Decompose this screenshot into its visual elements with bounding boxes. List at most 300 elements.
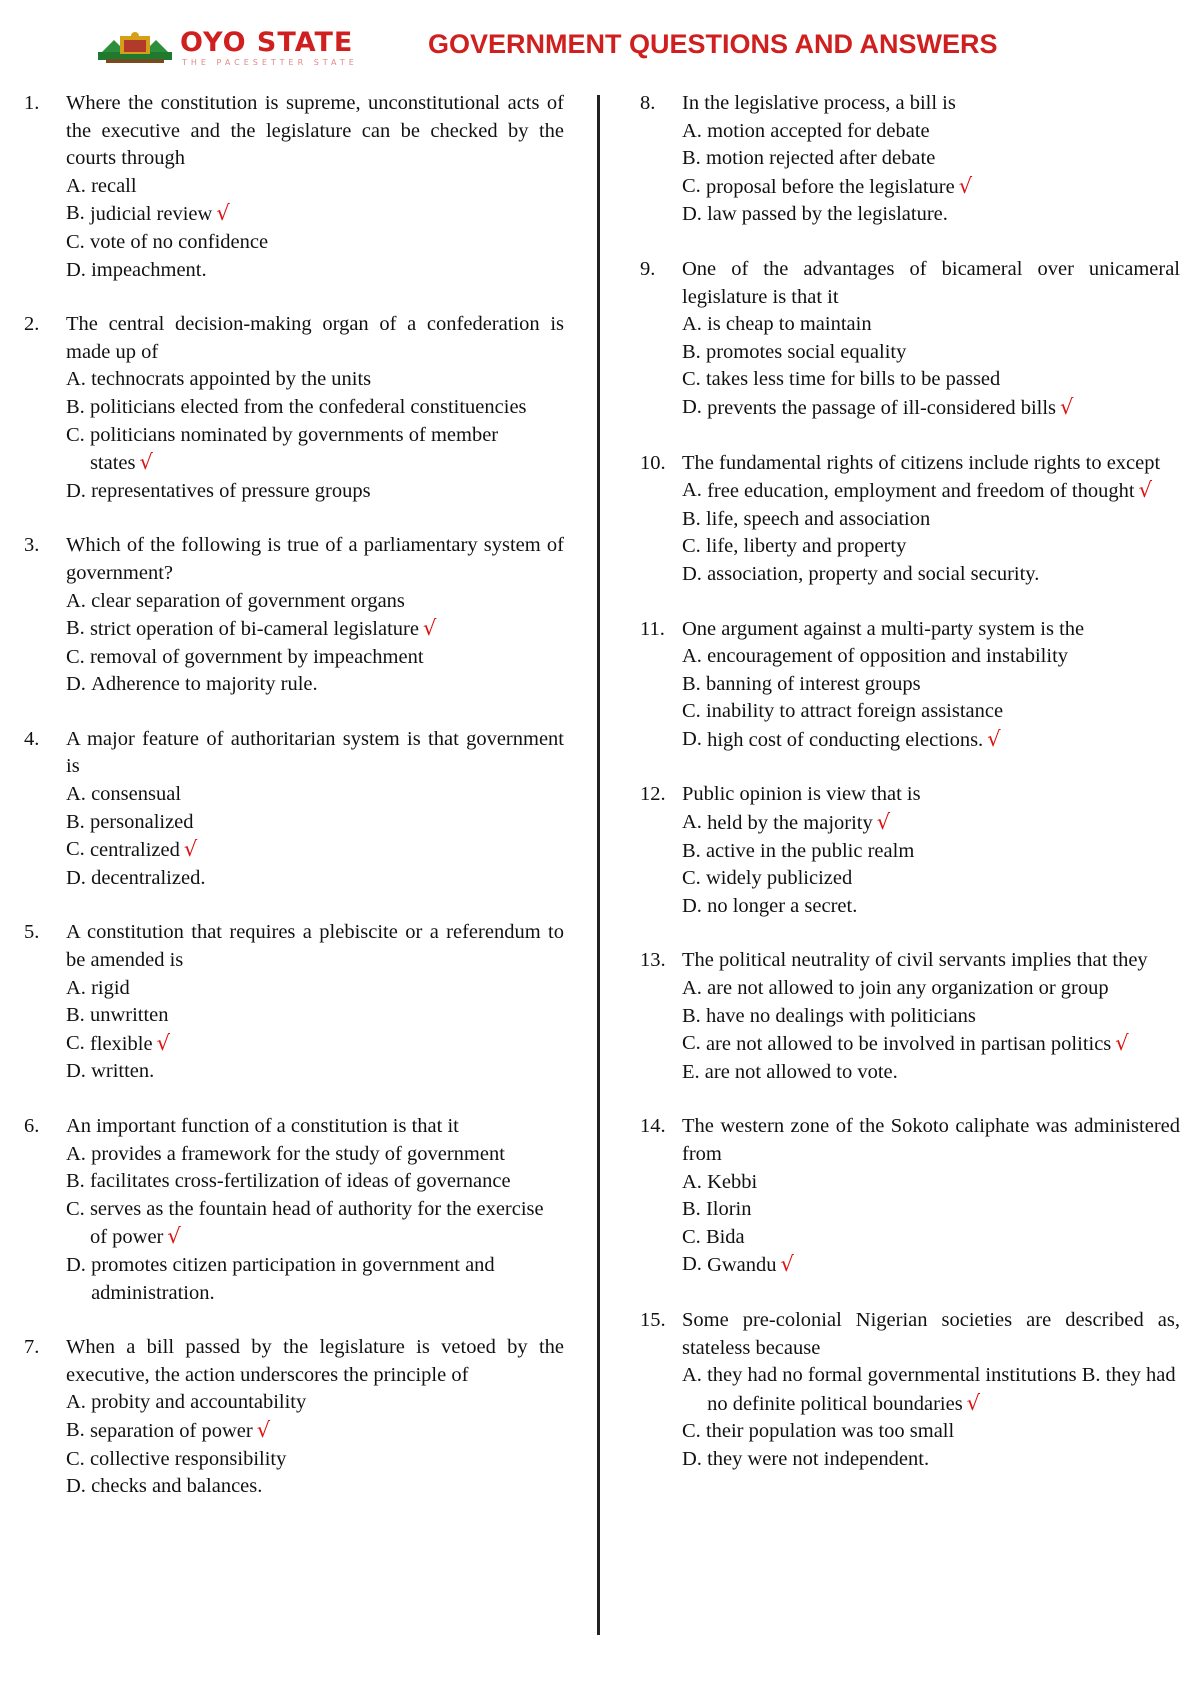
answer-option-row (682, 1003, 1180, 1031)
option-letter: A. (682, 1364, 708, 1387)
option-letter: B. (682, 839, 706, 862)
answer-option (24, 644, 564, 672)
option-text (91, 865, 564, 893)
answer-option-row (66, 588, 564, 616)
option-letter: C. (682, 535, 706, 558)
answer-option-row (66, 975, 564, 1003)
question-header (24, 919, 564, 974)
option-text (90, 615, 564, 644)
answer-option-row (682, 893, 1180, 921)
option-label: are not allowed to vote. (704, 1060, 898, 1083)
answer-option-row (66, 809, 564, 837)
answer-option (24, 422, 564, 478)
option-text (91, 478, 564, 506)
answer-option-row (66, 836, 564, 865)
question-text: Public opinion is view that is (682, 783, 921, 806)
answer-option (24, 1168, 564, 1196)
question-number: 12. (640, 783, 666, 806)
option-label: politicians elected from the confederal constituencies (89, 395, 527, 418)
option-label: vote of no confidence (89, 230, 269, 253)
answer-option (640, 1169, 1180, 1197)
option-letter: C. (66, 838, 90, 861)
option-letter: A. (682, 119, 708, 142)
option-letter: B. (682, 340, 706, 363)
option-text (90, 1030, 564, 1059)
answer-option-row (682, 173, 1180, 202)
option-letter: D. (66, 1475, 92, 1498)
answer-option (24, 173, 564, 201)
answer-option (24, 671, 564, 699)
option-label: are not allowed to be involved in partisan politics (705, 1033, 1112, 1056)
option-text (91, 781, 564, 809)
option-letter: C. (66, 1031, 90, 1054)
question-number: 5. (24, 921, 40, 944)
option-text (706, 1003, 1180, 1031)
answer-option-row (66, 781, 564, 809)
question-header (640, 947, 1180, 975)
option-label: judicial review (89, 203, 213, 226)
correct-answer-tick-icon: √ (1115, 1031, 1129, 1056)
question-number: 9. (640, 257, 656, 280)
option-text (91, 257, 564, 285)
option-text (90, 229, 564, 257)
correct-answer-tick-icon: √ (966, 1390, 981, 1415)
answer-option-row (682, 339, 1180, 367)
option-letter: B. (66, 1170, 90, 1193)
answer-option (24, 809, 564, 837)
option-label: they had no formal governmental institutions B. they had no definite political boundaries (707, 1364, 1176, 1415)
option-letter: B. (682, 1198, 706, 1221)
question-header (640, 1307, 1180, 1362)
answer-option-row (682, 838, 1180, 866)
option-letter: A. (66, 1142, 92, 1165)
question-text: The political neutrality of civil servants implies that they (682, 949, 1148, 972)
option-letter: C. (66, 645, 90, 668)
option-text (90, 1417, 564, 1446)
question-number: 14. (640, 1115, 666, 1138)
option-label: collective responsibility (89, 1447, 287, 1470)
option-label: is cheap to maintain (707, 313, 872, 336)
answer-option (24, 366, 564, 394)
answer-option (640, 1251, 1180, 1280)
option-label: technocrats appointed by the units (91, 368, 372, 391)
answer-option (640, 1059, 1180, 1087)
option-text (707, 561, 1180, 589)
option-text (707, 726, 1180, 755)
correct-answer-tick-icon: √ (167, 1224, 181, 1249)
question-item (24, 1334, 564, 1501)
option-text (707, 118, 1180, 146)
option-label: held by the majority (707, 812, 873, 835)
answer-option (24, 1417, 564, 1446)
question-item (24, 1113, 564, 1307)
option-text (706, 1224, 1180, 1252)
answer-option (24, 1058, 564, 1086)
answer-option (24, 588, 564, 616)
question-text: In the legislative process, a bill is (682, 92, 956, 114)
option-letter: B. (66, 395, 90, 418)
question-item (640, 616, 1180, 755)
answer-option (24, 1473, 564, 1501)
option-label: motion accepted for debate (707, 119, 930, 142)
option-text (91, 671, 564, 699)
option-text (706, 838, 1180, 866)
answer-option (640, 311, 1180, 339)
correct-answer-tick-icon: √ (139, 450, 153, 475)
option-label: flexible (89, 1032, 153, 1055)
answer-option-row (682, 671, 1180, 699)
option-letter: C. (682, 368, 706, 391)
question-number: 1. (24, 92, 40, 114)
option-letter: D. (682, 1447, 708, 1470)
option-letter: B. (66, 202, 90, 225)
answer-option-row (682, 1251, 1180, 1280)
question-text: Which of the following is true of a parliamentary system of government? (66, 534, 564, 584)
answer-option (24, 1196, 564, 1252)
answer-option (640, 201, 1180, 229)
option-label: provides a framework for the study of government (91, 1142, 505, 1165)
correct-answer-tick-icon: √ (256, 1417, 271, 1442)
question-number: 7. (24, 1336, 40, 1359)
option-label: banning of interest groups (705, 672, 921, 695)
answer-option (640, 1003, 1180, 1031)
correct-answer-tick-icon: √ (1060, 394, 1074, 419)
question-header (24, 311, 564, 366)
answer-option-row (66, 229, 564, 257)
answer-option (640, 809, 1180, 838)
option-label: facilitates cross-fertilization of ideas of governance (89, 1170, 511, 1193)
answer-option-row (682, 643, 1180, 671)
correct-answer-tick-icon: √ (987, 726, 1001, 751)
question-text: One of the advantages of bicameral over unicameral legislature is that it (682, 257, 1180, 308)
option-label: their population was too small (705, 1420, 955, 1443)
answer-option-row (682, 1224, 1180, 1252)
option-label: are not allowed to join any organization or group (707, 977, 1109, 1000)
option-letter: A. (66, 1391, 92, 1414)
question-item (24, 532, 564, 699)
answer-option (24, 478, 564, 506)
option-text (706, 533, 1180, 561)
option-text (707, 1251, 1180, 1280)
answer-option (640, 1362, 1180, 1418)
option-label: no longer a secret. (707, 894, 858, 917)
option-letter: D. (682, 894, 708, 917)
option-text (707, 643, 1180, 671)
option-letter: B. (682, 672, 706, 695)
page-header (0, 22, 1200, 72)
option-label: separation of power (89, 1419, 253, 1442)
option-text (706, 173, 1180, 202)
option-text (91, 588, 564, 616)
option-label: checks and balances. (91, 1475, 263, 1498)
option-text (90, 644, 564, 672)
answer-option-row (682, 118, 1180, 146)
answer-option-row (682, 1059, 1180, 1087)
answer-option-row (682, 1030, 1180, 1059)
option-label: promotes citizen participation in government and administration. (91, 1253, 495, 1304)
question-text: Where the constitution is supreme, unconstitutional acts of the executive and the legislature can be checked by the courts through (66, 92, 564, 170)
answer-option-row (682, 865, 1180, 893)
question-item (24, 311, 564, 505)
option-label: takes less time for bills to be passed (705, 368, 1001, 391)
answer-option-row (66, 1196, 564, 1252)
option-letter: C. (66, 1447, 90, 1470)
option-letter: A. (66, 783, 92, 806)
option-letter: C. (682, 867, 706, 890)
option-letter: B. (66, 1418, 90, 1441)
correct-answer-tick-icon: √ (216, 201, 230, 226)
answer-option (24, 1030, 564, 1059)
option-letter: C. (66, 230, 90, 253)
correct-answer-tick-icon: √ (780, 1252, 794, 1277)
answer-option (640, 533, 1180, 561)
answer-option-row (66, 1141, 564, 1169)
option-letter: A. (682, 479, 708, 502)
option-label: Adherence to majority rule. (91, 673, 318, 696)
option-label: politicians nominated by governments of member states (89, 423, 499, 475)
answer-option-row (66, 1030, 564, 1059)
correct-answer-tick-icon: √ (958, 173, 973, 198)
answer-option-row (682, 698, 1180, 726)
option-text (91, 1473, 564, 1501)
answer-option-row (66, 366, 564, 394)
answer-option-row (682, 201, 1180, 229)
option-label: inability to attract foreign assistance (705, 700, 1004, 723)
answer-option (24, 781, 564, 809)
question-number: 13. (640, 949, 666, 972)
question-text: A major feature of authoritarian system is that government is (66, 727, 564, 778)
option-label: consensual (91, 783, 182, 806)
question-item (640, 90, 1180, 229)
option-letter: D. (66, 1060, 92, 1083)
correct-answer-tick-icon: √ (156, 1030, 170, 1055)
option-label: recall (91, 174, 137, 197)
answer-option-row (66, 615, 564, 644)
answer-option (640, 1030, 1180, 1059)
option-label: rigid (91, 976, 130, 999)
answer-option-row (682, 726, 1180, 755)
answer-option (24, 257, 564, 285)
question-header (640, 616, 1180, 644)
answer-option (640, 118, 1180, 146)
option-label: active in the public realm (705, 839, 915, 862)
option-label: have no dealings with politicians (705, 1004, 976, 1027)
question-item (24, 726, 564, 893)
question-header (640, 90, 1180, 118)
option-letter: E. (682, 1060, 705, 1083)
option-letter: D. (66, 258, 92, 281)
option-label: written. (91, 1060, 155, 1083)
question-item (640, 256, 1180, 423)
correct-answer-tick-icon: √ (183, 837, 198, 862)
option-letter: B. (682, 507, 706, 530)
option-letter: D. (682, 727, 708, 750)
question-text: When a bill passed by the legislature is vetoed by the executive, the action underscores the principle of (66, 1336, 564, 1386)
option-label: probity and accountability (91, 1391, 307, 1414)
option-text (706, 1196, 1180, 1224)
option-text (707, 1446, 1180, 1474)
option-text (91, 1252, 564, 1307)
oyo-state-crest-icon (98, 30, 172, 64)
option-label: representatives of pressure groups (91, 479, 371, 502)
answer-option-row (682, 1169, 1180, 1197)
question-header (24, 1334, 564, 1389)
answer-option (24, 394, 564, 422)
answer-option-row (66, 478, 564, 506)
option-letter: D. (682, 562, 708, 585)
answer-option-row (66, 422, 564, 478)
question-item (640, 1113, 1180, 1280)
question-number: 15. (640, 1308, 666, 1331)
option-letter: C. (66, 1197, 90, 1220)
answer-option (640, 893, 1180, 921)
question-item (640, 450, 1180, 589)
option-text (707, 893, 1180, 921)
option-text (90, 422, 564, 478)
option-label: prevents the passage of ill-considered bills (707, 396, 1057, 419)
answer-option-row (682, 975, 1180, 1003)
answer-option-row (682, 1418, 1180, 1446)
option-letter: A. (66, 976, 92, 999)
option-text (91, 1141, 564, 1169)
answer-option (24, 1252, 564, 1307)
option-label: high cost of conducting elections. (707, 728, 984, 751)
brand-tagline: THE PACESETTER STATE (182, 58, 358, 67)
option-text (707, 201, 1180, 229)
option-label: encouragement of opposition and instability (707, 645, 1069, 668)
option-text (707, 1362, 1180, 1418)
answer-option (24, 1446, 564, 1474)
option-text (707, 477, 1180, 506)
option-text (706, 1418, 1180, 1446)
right-column (640, 90, 1180, 1501)
answer-option-row (66, 173, 564, 201)
question-header (24, 1113, 564, 1141)
option-label: removal of government by impeachment (89, 645, 424, 668)
answer-option-row (682, 506, 1180, 534)
option-label: association, property and social security. (707, 562, 1040, 585)
option-letter: C. (66, 423, 90, 446)
option-text (90, 809, 564, 837)
question-text: An important function of a constitution is that it (66, 1115, 459, 1137)
answer-option-row (682, 809, 1180, 838)
answer-option (640, 506, 1180, 534)
option-letter: A. (682, 977, 708, 1000)
answer-option (24, 615, 564, 644)
answer-option-row (66, 865, 564, 893)
option-label: impeachment. (91, 258, 207, 281)
option-label: Bida (705, 1225, 745, 1248)
option-letter: A. (66, 368, 92, 391)
answer-option-row (66, 1446, 564, 1474)
answer-option (640, 671, 1180, 699)
option-text (90, 200, 564, 229)
answer-option-row (682, 477, 1180, 506)
answer-option (640, 1224, 1180, 1252)
option-label: widely publicized (705, 867, 853, 890)
option-letter: D. (682, 395, 708, 418)
answer-option (24, 865, 564, 893)
answer-option (24, 1002, 564, 1030)
question-number: 8. (640, 92, 656, 114)
question-header (24, 90, 564, 173)
question-header (24, 726, 564, 781)
option-text (707, 1169, 1180, 1197)
option-letter: B. (682, 147, 706, 170)
answer-option (640, 561, 1180, 589)
option-text (706, 671, 1180, 699)
answer-option-row (66, 257, 564, 285)
answer-option (640, 394, 1180, 423)
answer-option (640, 477, 1180, 506)
question-number: 4. (24, 727, 40, 750)
left-column (24, 90, 564, 1528)
answer-option (640, 726, 1180, 755)
answer-option (24, 975, 564, 1003)
correct-answer-tick-icon: √ (1138, 478, 1152, 503)
option-letter: D. (682, 1253, 708, 1276)
option-label: unwritten (89, 1004, 169, 1027)
answer-option (640, 975, 1180, 1003)
answer-option (640, 339, 1180, 367)
answer-option (640, 1446, 1180, 1474)
option-text (706, 865, 1180, 893)
option-text (90, 1446, 564, 1474)
option-letter: D. (66, 673, 92, 696)
option-letter: A. (66, 589, 92, 612)
answer-option (640, 1196, 1180, 1224)
option-text (90, 1168, 564, 1196)
answer-option-row (66, 1058, 564, 1086)
answer-option (640, 173, 1180, 202)
answer-option (24, 1141, 564, 1169)
question-item (640, 1307, 1180, 1474)
correct-answer-tick-icon: √ (876, 810, 891, 835)
answer-option-row (682, 311, 1180, 339)
option-letter: D. (66, 479, 92, 502)
answer-option-row (66, 1389, 564, 1417)
option-label: serves as the fountain head of authority for the exercise of power (89, 1197, 544, 1249)
question-number: 10. (640, 451, 666, 474)
option-letter: B. (682, 1004, 706, 1027)
option-label: proposal before the legislature (705, 175, 955, 198)
option-label: personalized (89, 810, 194, 833)
answer-option-row (66, 671, 564, 699)
option-label: clear separation of government organs (91, 589, 405, 612)
option-text (90, 836, 564, 865)
option-text (707, 311, 1180, 339)
option-text (91, 173, 564, 201)
question-number: 6. (24, 1115, 40, 1137)
answer-option-row (682, 145, 1180, 173)
option-label: promotes social equality (705, 340, 907, 363)
option-label: Gwandu (707, 1254, 777, 1277)
option-letter: B. (66, 617, 90, 640)
option-label: life, speech and association (705, 507, 931, 530)
option-label: motion rejected after debate (705, 147, 936, 170)
option-text (90, 1002, 564, 1030)
answer-option-row (682, 1196, 1180, 1224)
option-label: Kebbi (707, 1170, 758, 1193)
option-letter: C. (682, 1420, 706, 1443)
correct-answer-tick-icon: √ (422, 616, 437, 641)
option-text (90, 1196, 564, 1252)
question-text: Some pre-colonial Nigerian societies are described as, stateless because (682, 1308, 1180, 1359)
option-text (91, 1058, 564, 1086)
answer-option (640, 865, 1180, 893)
option-text (91, 975, 564, 1003)
option-letter: A. (682, 811, 708, 834)
